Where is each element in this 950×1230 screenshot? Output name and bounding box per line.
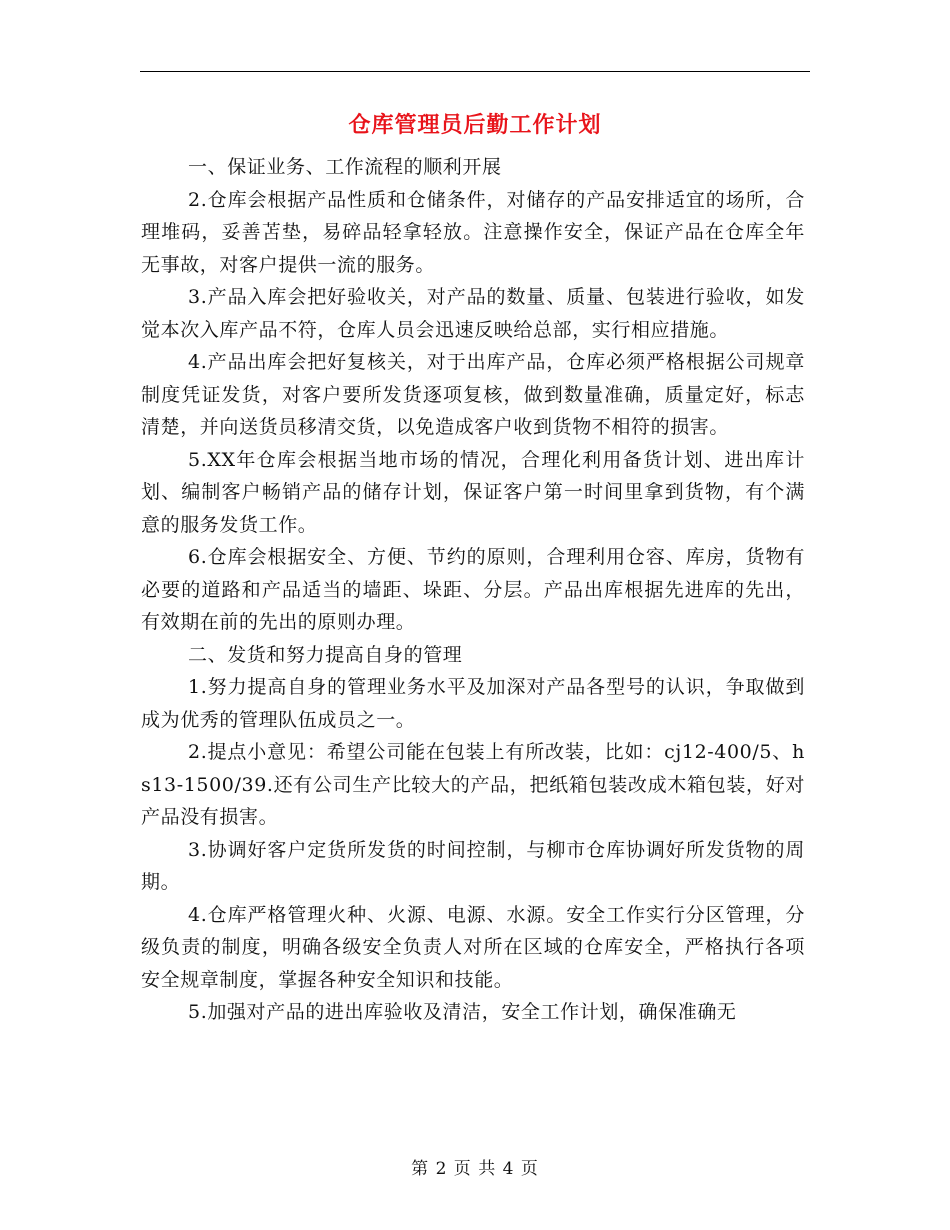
paragraph: 5.加强对产品的进出库验收及清洁，安全工作计划，确保准确无 bbox=[188, 1001, 737, 1023]
paragraph: 6.仓库会根据安全、方便、节约的原则，合理利用仓容、库房，货物有必要的道路和产品适当的墙距、垛距、分层。产品出库根据先进库的先出，有效期在前的先出的原则办理。 bbox=[141, 546, 805, 633]
paragraph: 4.仓库严格管理火种、火源、电源、水源。安全工作实行分区管理，分级负责的制度，明确各级安全负责人对所在区域的仓库安全，严格执行各项安全规章制度，掌握各种安全知识和技能。 bbox=[141, 903, 805, 991]
document-body bbox=[141, 151, 805, 1029]
section-heading-2: 二、发货和努力提高自身的管理 bbox=[188, 643, 463, 666]
paragraph: 2.提点小意见：希望公司能在包装上有所改装，比如：cj12-400/5、hs13-1500/39.还有公司生产比较大的产品，把纸箱包装改成木箱包装，好对产品没有损害。 bbox=[141, 741, 805, 828]
section-heading-1: 一、保证业务、工作流程的顺利开展 bbox=[188, 156, 502, 178]
paragraph: 4.产品出库会把好复核关，对于出库产品，仓库必须严格根据公司规章制度凭证发货，对客户要所发货逐项复核，做到数量准确，质量定好，标志清楚，并向送货员移清交货，以免造成客户收到货物不相符的损害。 bbox=[141, 351, 805, 438]
paragraph: 2.仓库会根据产品性质和仓储条件，对储存的产品安排适宜的场所，合理堆码，妥善苫垫，易碎品轻拿轻放。注意操作安全，保证产品在仓库全年无事故，对客户提供一流的服务。 bbox=[141, 188, 805, 276]
header-rule bbox=[140, 71, 810, 72]
paragraph: 1.努力提高自身的管理业务水平及加深对产品各型号的认识，争取做到成为优秀的管理队伍成员之一。 bbox=[141, 676, 805, 731]
document-title: 仓库管理员后勤工作计划 bbox=[348, 112, 602, 138]
paragraph: 3.协调好客户定货所发货的时间控制，与柳市仓库协调好所发货物的周期。 bbox=[141, 838, 805, 893]
page-number-footer: 第 2 页 共 4 页 bbox=[411, 1159, 539, 1179]
paragraph: 3.产品入库会把好验收关，对产品的数量、质量、包装进行验收，如发觉本次入库产品不符，仓库人员会迅速反映给总部，实行相应措施。 bbox=[141, 286, 805, 341]
paragraph: 5.XX年仓库会根据当地市场的情况，合理化利用备货计划、进出库计划、编制客户畅销产品的储存计划，保证客户第一时间里拿到货物，有个满意的服务发货工作。 bbox=[141, 448, 805, 536]
